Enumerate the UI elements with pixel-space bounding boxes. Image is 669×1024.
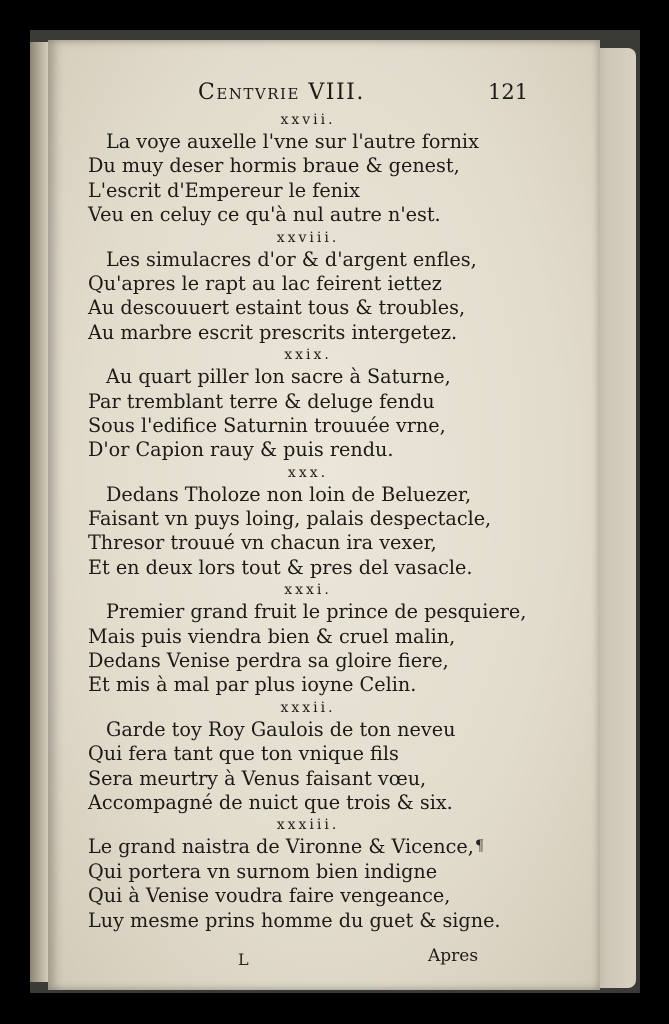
page-number: 121 bbox=[488, 80, 529, 104]
signature-mark: L bbox=[238, 950, 249, 969]
book-page bbox=[48, 40, 600, 990]
quatrain-number: xxxi. bbox=[284, 582, 332, 599]
verse-line: Premier grand fruit le prince de pesquiere, bbox=[106, 600, 527, 624]
quatrain-number: xxx. bbox=[287, 464, 329, 481]
quatrain-number: xxviii. bbox=[276, 229, 340, 246]
verse-line: Le grand naistra de Vironne & Vicence, bbox=[88, 835, 474, 859]
verse-line: Luy mesme prins homme du guet & signe. bbox=[88, 908, 501, 932]
quatrain-number: xxxiii. bbox=[276, 817, 340, 834]
verse-line: Thresor trouué vn chacun ira vexer, bbox=[88, 531, 437, 555]
verse-line: Mais puis viendra bien & cruel malin, bbox=[88, 624, 456, 648]
running-head: Centvrie VIII. bbox=[198, 80, 365, 105]
verse-line: Du muy deser hormis braue & genest, bbox=[88, 154, 460, 178]
quatrain-number: xxix. bbox=[284, 347, 332, 364]
verse-line: Faisant vn puys loing, palais despectacle, bbox=[88, 507, 492, 531]
quatrain bbox=[88, 463, 588, 581]
verse-line: Accompagné de nuict que trois & six. bbox=[88, 790, 453, 814]
verse-line: La voye auxelle l'vne sur l'autre fornix bbox=[106, 130, 479, 153]
verse-line: Qui à Venise voudra faire vengeance, bbox=[88, 884, 451, 908]
catchword: Apres bbox=[428, 946, 479, 966]
verse-line: D'or Capion rauy & puis rendu. bbox=[88, 438, 394, 462]
quatrain bbox=[88, 110, 588, 228]
quatrain bbox=[88, 815, 588, 933]
verse-line: Qu'apres le rapt au lac feirent iettez bbox=[88, 271, 442, 295]
verse-line: Qui fera tant que ton vnique fils bbox=[88, 742, 399, 766]
verse-line: Qui portera vn surnom bien indigne bbox=[88, 859, 438, 883]
verse-line: Et mis à mal par plus ioyne Celin. bbox=[88, 673, 417, 697]
verse-line: Par tremblant terre & deluge fendu bbox=[88, 389, 435, 413]
verse-line: Au quart piller lon sacre à Saturne, bbox=[106, 365, 451, 389]
verse-line: Sera meurtry à Venus faisant vœu, bbox=[88, 766, 427, 790]
page-header bbox=[88, 80, 588, 110]
book-photo bbox=[30, 30, 640, 993]
quatrain bbox=[88, 345, 588, 463]
verse-line: Dedans Tholoze non loin de Beluezer, bbox=[106, 482, 472, 506]
verse-line: Les simulacres d'or & d'argent enfles, bbox=[106, 247, 477, 271]
verse-line: Au descouuert estaint tous & troubles, bbox=[88, 296, 466, 320]
verse-line: L'escrit d'Empereur le fenix bbox=[88, 178, 360, 202]
verse-line: Garde toy Roy Gaulois de ton neveu bbox=[106, 717, 456, 741]
quatrain-number: xxxii. bbox=[280, 699, 336, 716]
quatrain bbox=[88, 580, 588, 698]
quatrain bbox=[88, 698, 588, 816]
verse-line: Dedans Venise perdra sa gloire fiere, bbox=[88, 649, 449, 673]
quatrain bbox=[88, 228, 588, 346]
verse-line: Et en deux lors tout & pres del vasacle. bbox=[88, 555, 473, 579]
ink-mark-icon: ¶ bbox=[476, 837, 484, 854]
page-text bbox=[88, 80, 588, 933]
verse-line: Veu en celuy ce qu'à nul autre n'est. bbox=[88, 203, 441, 227]
verse-line: Sous l'edifice Saturnin trouuée vrne, bbox=[88, 413, 446, 437]
verse-line: Au marbre escrit prescrits intergetez. bbox=[88, 320, 458, 344]
quatrain-number: xxvii. bbox=[280, 112, 336, 128]
